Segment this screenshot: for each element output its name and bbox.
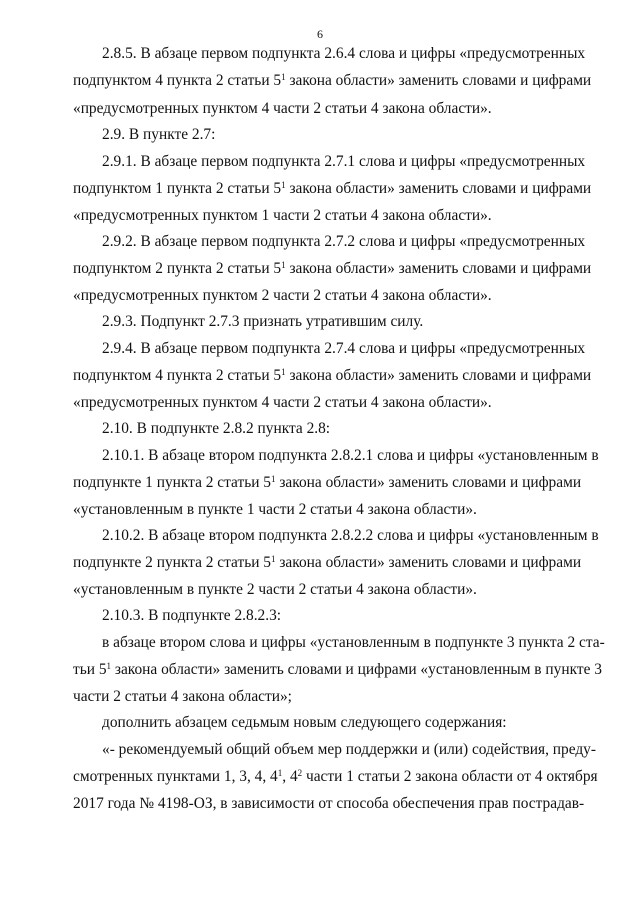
text-line: «- рекомендуемый общий объем мер поддержки и (или) содействия, преду- [102,741,596,758]
text-line: 2.9.2. В абзаце первом подпункта 2.7.2 слова и цифры «предусмотренных [102,233,586,250]
text-line: 2.9.1. В абзаце первом подпункта 2.7.1 слова и цифры «предусмотренных [102,153,586,170]
text-line: 2.9. В пункте 2.7: [102,126,216,143]
text-line: 2.10. В подпункте 2.8.2 пункта 2.8: [102,420,331,437]
text-line: подпунктом 4 пункта 2 статьи $5^1$ закона области» заменить словами и цифрами [73,72,592,89]
text-line: 2.10.3. В подпункте 2.8.2.3: [102,607,282,624]
text-line: «предусмотренных пунктом 4 части 2 статьи 4 закона области». [73,100,492,117]
text-line: подпунктом 1 пункта 2 статьи $5^1$ закона области» заменить словами и цифрами [73,180,592,197]
text-line: тьи $5^1$ закона области» заменить словами и цифрами «установленным в пункте 3 [73,661,602,678]
text-line: «предусмотренных пунктом 1 части 2 статьи 4 закона области». [73,207,492,224]
text-line: части 2 статьи 4 закона области»; [73,688,292,705]
text-line: 2.9.3. Подпункт 2.7.3 признать утратившим силу. [102,313,424,330]
text-line: подпункте 2 пункта 2 статьи $5^1$ закона области» заменить словами и цифрами [73,554,582,571]
text-line: подпунктом 2 пункта 2 статьи $5^1$ закона области» заменить словами и цифрами [73,260,592,277]
text-line: дополнить абзацем седьмым новым следующего содержания: [102,714,507,731]
text-line: подпунктом 4 пункта 2 статьи $5^1$ закона области» заменить словами и цифрами [73,367,592,384]
text-line: 2.9.4. В абзаце первом подпункта 2.7.4 слова и цифры «предусмотренных [102,340,586,357]
text-line: подпункте 1 пункта 2 статьи $5^1$ закона области» заменить словами и цифрами [73,474,582,491]
text-line: «предусмотренных пунктом 4 части 2 статьи 4 закона области». [73,394,492,411]
text-line: «предусмотренных пунктом 2 части 2 статьи 4 закона области». [73,287,492,304]
text-line: «установленным в пункте 2 части 2 статьи 4 закона области». [73,581,477,598]
text-line: смотренных пунктами 1, 3, 4, $4^1$, $4^2$ части 1 статьи 2 закона области от 4 октября [73,768,598,785]
text-line: 2.10.1. В абзаце втором подпункта 2.8.2.1 слова и цифры «установленным в [102,447,599,464]
text-line: 2.8.5. В абзаце первом подпункта 2.6.4 слова и цифры «предусмотренных [102,45,586,62]
text-line: 2.10.2. В абзаце втором подпункта 2.8.2.2 слова и цифры «установленным в [102,527,599,544]
page-number: 6 [317,27,323,41]
text-line: 2017 года № 4198-ОЗ, в зависимости от способа обеспечения прав пострадав- [73,795,585,812]
text-line: в абзаце втором слова и цифры «установленным в подпункте 3 пункта 2 ста- [102,634,605,651]
text-line: «установленным в пункте 1 части 2 статьи 4 закона области». [73,501,477,518]
